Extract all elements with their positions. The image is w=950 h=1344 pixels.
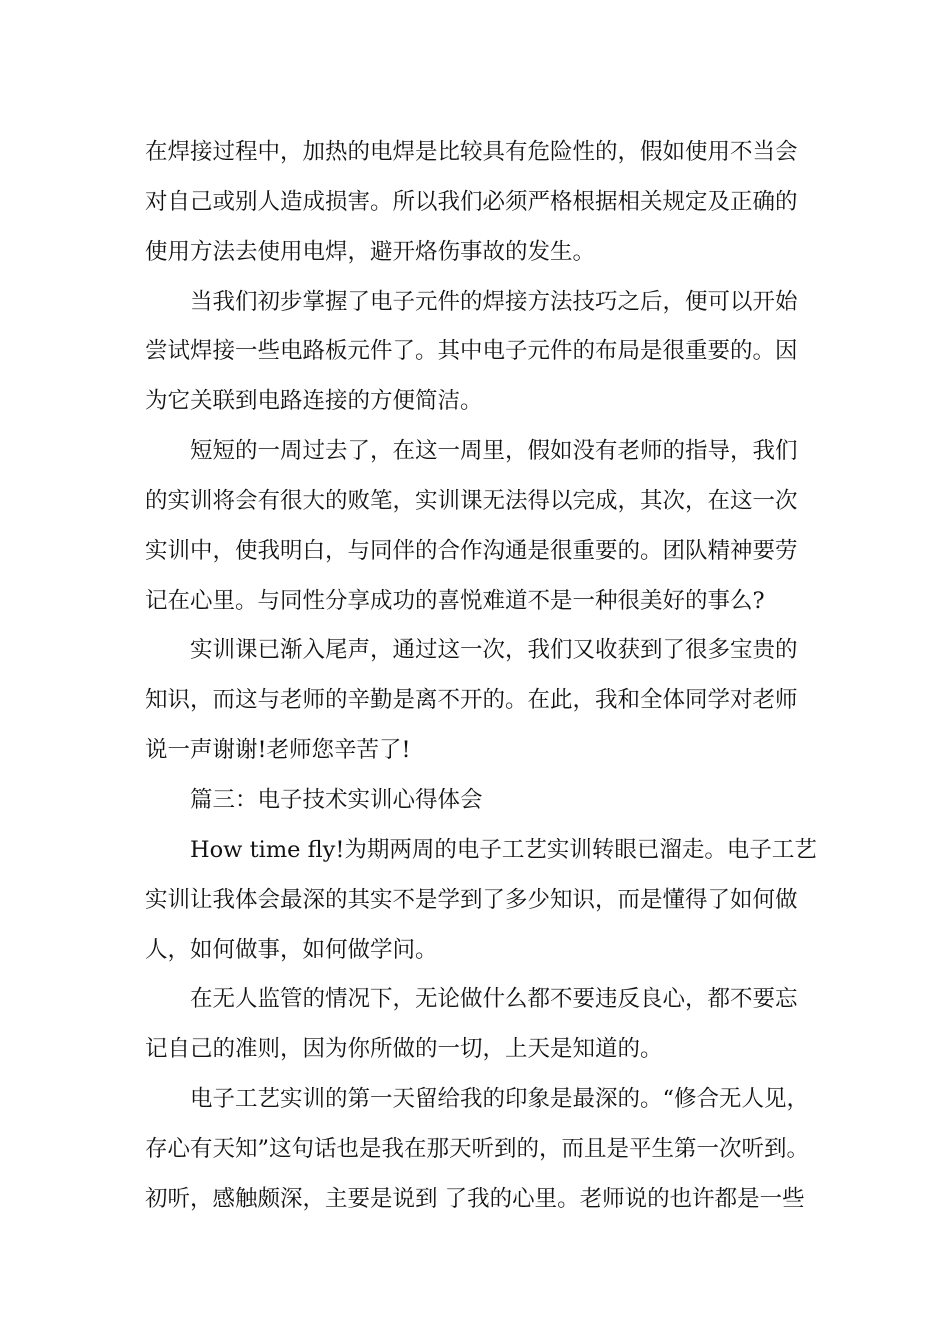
text-line: 实训让我体会最深的其实不是学到了多少知识，而是懂得了如何做 [145,886,798,913]
text-line: 记在心里。与同性分享成功的喜悦难道不是一种很美好的事么? [145,587,765,614]
paragraph-first-line: 短短的一周过去了，在这一周里，假如没有老师的指导，我们 [190,438,798,465]
text-line: 实训中，使我明白，与同伴的合作沟通是很重要的。团队精神要劳 [145,537,798,564]
text-line: 人，如何做事，如何做学问。 [145,936,438,963]
text-line: 说一声谢谢!老师您辛苦了! [145,737,411,764]
text-line: 的实训将会有很大的败笔，实训课无法得以完成，其次，在这一次 [145,487,798,514]
text-line: 存心有天知”这句话也是我在那天听到的，而且是平生第一次听到。 [145,1135,810,1162]
text-line: 尝试焊接一些电路板元件了。其中电子元件的布局是很重要的。因 [145,338,798,365]
document-body [145,128,817,1225]
paragraph-first-line: How time fly!为期两周的电子工艺实训转眼已溜走。电子工艺 [190,836,817,863]
text-line: 记自己的准则，因为你所做的一切，上天是知道的。 [145,1036,663,1063]
text-line: 对自己或别人造成损害。所以我们必须严格根据相关规定及正确的 [145,188,798,215]
text-line: 知识，而这与老师的辛勤是离不开的。在此，我和全体同学对老师 [145,687,798,714]
section-heading: 篇三：电子技术实训心得体会 [190,786,483,813]
paragraph-first-line: 当我们初步掌握了电子元件的焊接方法技巧之后，便可以开始 [190,288,798,315]
text-line: 初听，感触颇深，主要是说到 了我的心里。老师说的也许都是一些 [145,1185,805,1212]
paragraph-first-line: 电子工艺实训的第一天留给我的印象是最深的。“修合无人见， [190,1086,810,1113]
paragraph-first-line: 实训课已渐入尾声，通过这一次，我们又收获到了很多宝贵的 [190,637,798,664]
paragraph-first-line: 在无人监管的情况下，无论做什么都不要违反良心，都不要忘 [190,986,798,1013]
text-line: 在焊接过程中，加热的电焊是比较具有危险性的，假如使用不当会 [145,139,798,165]
text-line: 使用方法去使用电焊，避开烙伤事故的发生。 [145,238,596,265]
text-line: 为它关联到电路连接的方便简洁。 [145,388,483,415]
